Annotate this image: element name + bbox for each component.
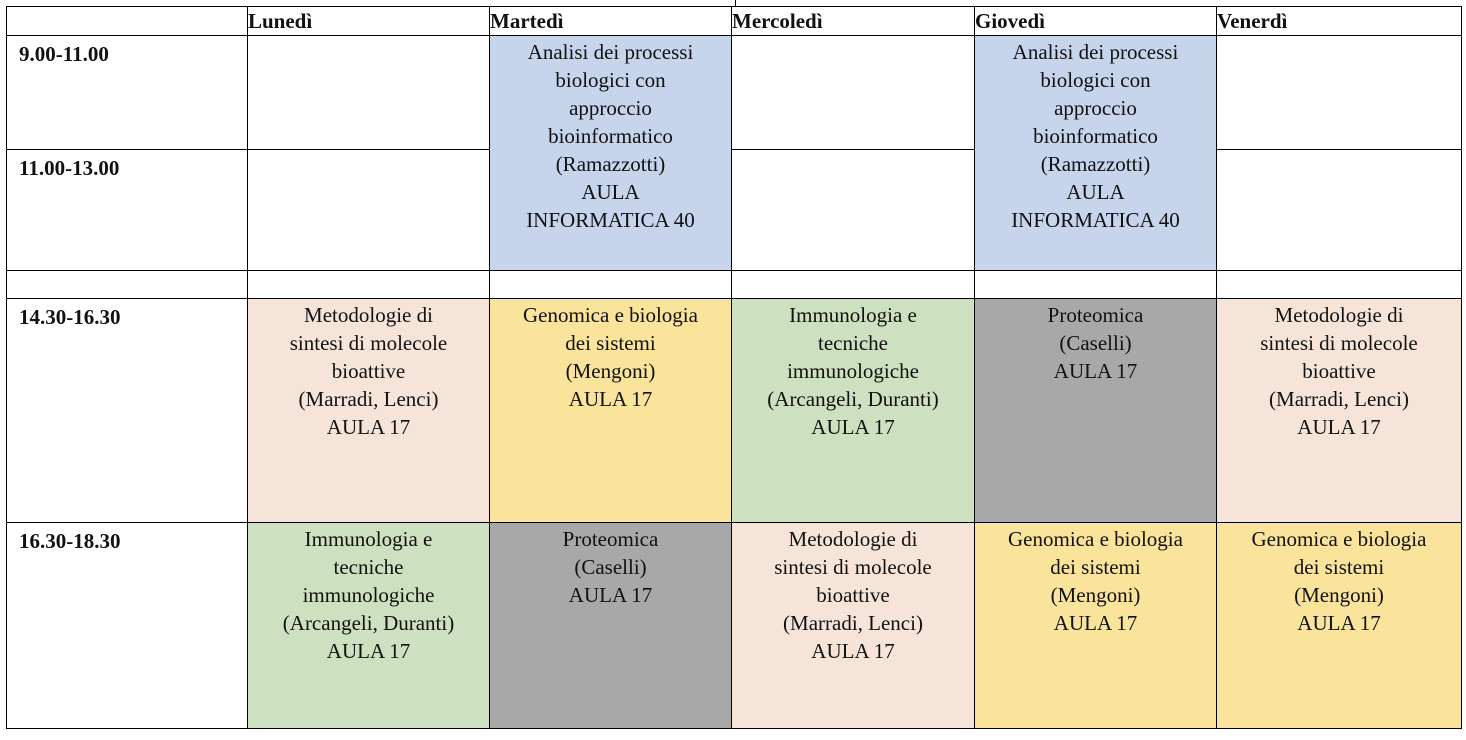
day-header-martedi: Martedì — [490, 7, 732, 36]
course-cell-genomica — [1217, 523, 1462, 729]
course-text-line: Analisi dei processi — [527, 40, 694, 64]
course-text-line: INFORMATICA 40 — [526, 208, 695, 232]
course-text-line: INFORMATICA 40 — [1011, 208, 1180, 232]
course-text-line: Immunologia e — [304, 527, 433, 551]
course-text-line: bioattive — [1302, 359, 1376, 383]
course-text-line: (Marradi, Lenci) — [1269, 387, 1409, 411]
course-text-line: (Arcangeli, Duranti) — [767, 387, 939, 411]
day-header-mercoledi: Mercoledì — [732, 7, 975, 36]
course-cell-analisi — [975, 36, 1217, 271]
course-text-line: immunologiche — [302, 583, 435, 607]
course-cell-analisi — [490, 36, 732, 271]
day-header-giovedi: Giovedì — [975, 7, 1217, 36]
slot-label: 11.00-13.00 — [7, 150, 248, 271]
empty-cell — [248, 271, 490, 299]
course-cell-metodologie — [1217, 299, 1462, 523]
course-text-line: AULA 17 — [326, 415, 411, 439]
course-text-line: Proteomica — [562, 527, 659, 551]
empty-cell — [490, 271, 732, 299]
empty-cell — [248, 150, 490, 271]
course-text-line: Genomica e biologia — [1008, 527, 1183, 551]
course-text-line: (Mengoni) — [565, 359, 656, 383]
course-text-line: sintesi di molecole — [289, 331, 448, 355]
header-row — [7, 7, 1462, 36]
course-text-line: Genomica e biologia — [523, 303, 698, 327]
course-text-line: AULA 17 — [1297, 415, 1381, 439]
row-slot-4 — [7, 523, 1462, 729]
course-text-line: sintesi di molecole — [774, 555, 932, 579]
course-text-line: (Mengoni) — [1294, 583, 1384, 607]
course-cell-immunologia — [732, 299, 975, 523]
course-text-line: dei sistemi — [1293, 555, 1385, 579]
course-cell-metodologie — [732, 523, 975, 729]
course-text-line: sintesi di molecole — [1260, 331, 1418, 355]
course-text-line: Metodologie di — [788, 527, 918, 551]
day-header-lunedi: Lunedì — [248, 7, 490, 36]
course-text-line: (Caselli) — [1059, 331, 1132, 355]
course-text-line: AULA — [581, 180, 640, 204]
course-cell-genomica — [975, 523, 1217, 729]
course-text-line: bioinformatico — [548, 124, 673, 148]
course-text-line: tecniche — [818, 331, 888, 355]
row-slot-1 — [7, 36, 1462, 150]
course-text-line: AULA 17 — [811, 415, 895, 439]
course-text-line: Proteomica — [1047, 303, 1144, 327]
course-text-line: (Marradi, Lenci) — [783, 611, 923, 635]
course-text-line: AULA 17 — [1053, 359, 1138, 383]
course-text-line: Metodologie di — [1274, 303, 1404, 327]
course-text-line: (Arcangeli, Duranti) — [282, 611, 455, 635]
course-cell-immunologia — [248, 523, 490, 729]
course-text-line: AULA 17 — [811, 639, 895, 663]
course-text-line: AULA 17 — [1053, 611, 1138, 635]
course-text-line: (Caselli) — [574, 555, 647, 579]
course-text-line: biologici con — [1040, 68, 1151, 92]
empty-cell — [1217, 150, 1462, 271]
row-slot-2 — [7, 150, 1462, 271]
course-text-line: bioattive — [816, 583, 890, 607]
course-text-line: approccio — [1054, 96, 1137, 120]
row-slot-3 — [7, 299, 1462, 523]
empty-cell — [732, 36, 975, 150]
course-text-line: Genomica e biologia — [1251, 527, 1427, 551]
course-cell-metodologie — [248, 299, 490, 523]
course-text-line: bioattive — [331, 359, 406, 383]
course-text-line: bioinformatico — [1033, 124, 1158, 148]
empty-cell — [1217, 36, 1462, 150]
timetable — [6, 6, 1462, 729]
slot-label: 14.30-16.30 — [7, 299, 248, 523]
course-text-line: Metodologie di — [304, 303, 433, 327]
slot-label: 9.00-11.00 — [7, 36, 248, 150]
course-text-line: Analisi dei processi — [1012, 40, 1179, 64]
course-cell-genomica — [490, 299, 732, 523]
course-cell-proteomica — [490, 523, 732, 729]
empty-cell — [7, 271, 248, 299]
course-text-line: AULA 17 — [568, 583, 653, 607]
course-text-line: tecniche — [333, 555, 404, 579]
course-text-line: AULA 17 — [1297, 611, 1381, 635]
course-text-line: approccio — [569, 96, 652, 120]
course-text-line: dei sistemi — [565, 331, 656, 355]
slot-label: 16.30-18.30 — [7, 523, 248, 729]
empty-cell — [975, 271, 1217, 299]
course-text-line: AULA — [1066, 180, 1125, 204]
day-header-venerdi: Venerdì — [1217, 7, 1462, 36]
course-text-line: Immunologia e — [789, 303, 917, 327]
course-text-line: immunologiche — [787, 359, 919, 383]
course-text-line: AULA 17 — [568, 387, 653, 411]
course-text-line: (Marradi, Lenci) — [298, 387, 439, 411]
lunch-break-row — [7, 271, 1462, 299]
course-text-line: dei sistemi — [1050, 555, 1141, 579]
empty-cell — [732, 150, 975, 271]
course-cell-proteomica — [975, 299, 1217, 523]
course-text-line: AULA 17 — [326, 639, 411, 663]
course-text-line: (Ramazzotti) — [1040, 152, 1151, 176]
course-text-line: (Ramazzotti) — [555, 152, 666, 176]
empty-cell — [248, 36, 490, 150]
course-text-line: biologici con — [555, 68, 666, 92]
corner-cell — [7, 7, 248, 36]
empty-cell — [732, 271, 975, 299]
course-text-line: (Mengoni) — [1050, 583, 1141, 607]
empty-cell — [1217, 271, 1462, 299]
